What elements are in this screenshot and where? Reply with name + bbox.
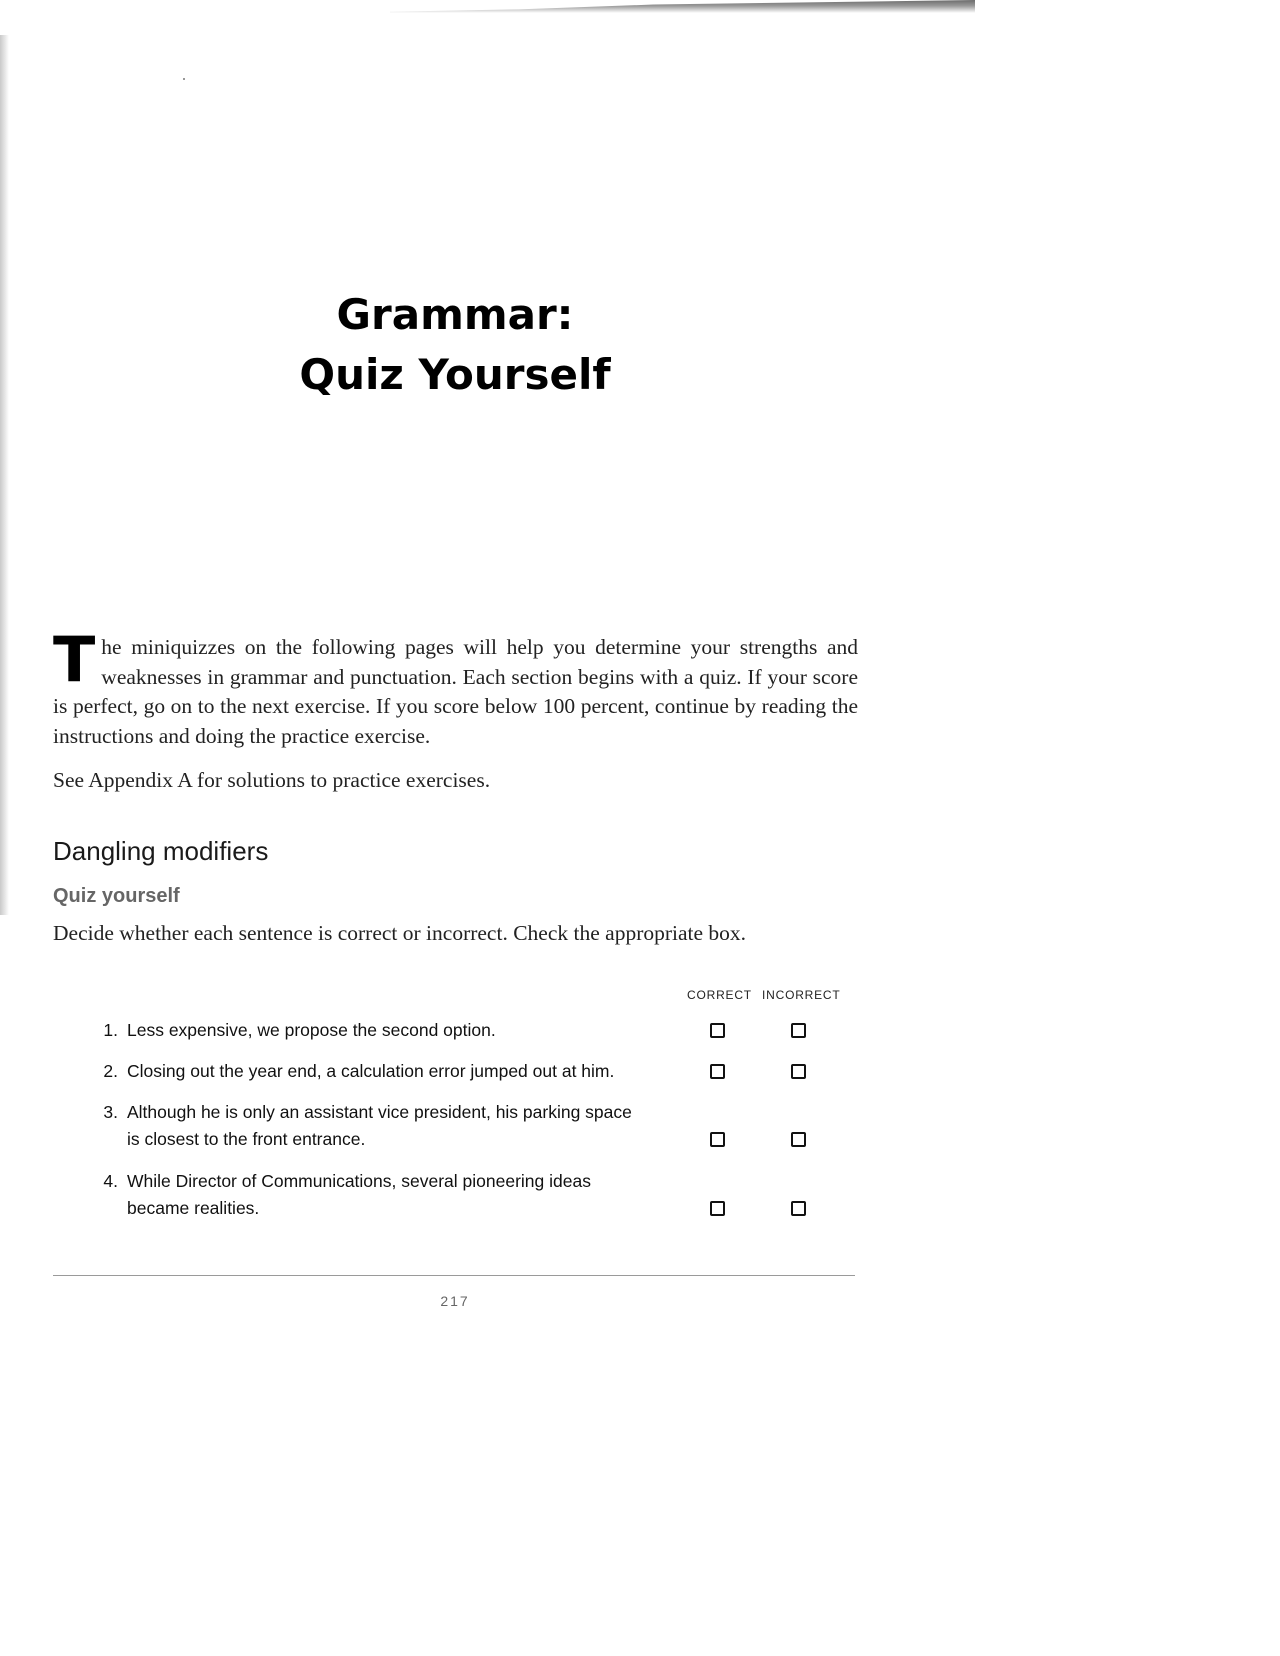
quiz-item-number: 4. — [103, 1171, 118, 1191]
quiz-item-number: 3. — [103, 1102, 118, 1122]
quiz-item-text — [127, 1168, 672, 1222]
incorrect-checkbox[interactable] — [791, 1023, 806, 1038]
correct-checkbox[interactable] — [710, 1064, 725, 1079]
intro-text: he miniquizzes on the following pages will help you determine your strengths and weaknesses in grammar and punctuation. Each section begins with a quiz. If your score is perfect, go on to the next exercise. If you score below 100 percent, continue by reading the instructions and doing the practice exercise. — [53, 635, 858, 748]
quiz-item-text — [127, 1099, 672, 1153]
scan-left-edge-shadow — [0, 35, 9, 915]
section-heading: Dangling modifiers — [53, 836, 269, 866]
quiz-item-line: is closest to the front entrance. — [127, 1129, 366, 1149]
quiz-item-line: Less expensive, we propose the second option. — [127, 1020, 496, 1040]
quiz-instructions: Decide whether each sentence is correct or incorrect. Check the appropriate box. — [53, 921, 747, 945]
scan-speck — [183, 78, 185, 80]
quiz-item-text — [127, 1017, 672, 1044]
correct-checkbox[interactable] — [710, 1023, 725, 1038]
incorrect-checkbox[interactable] — [791, 1064, 806, 1079]
chapter-title-line-2: Quiz Yourself — [299, 350, 611, 399]
chapter-title-line-1: Grammar: — [336, 290, 574, 339]
quiz-item-line: became realities. — [127, 1198, 260, 1218]
quiz-item-line: Closing out the year end, a calculation error jumped out at him. — [127, 1061, 615, 1081]
scan-top-edge-shadow — [390, 0, 975, 13]
column-header-incorrect: INCORRECT — [762, 988, 841, 1002]
quiz-item-number: 1. — [103, 1020, 118, 1040]
quiz-item-number: 2. — [103, 1061, 118, 1081]
chapter-title — [0, 285, 910, 405]
subsection-heading: Quiz yourself — [53, 885, 180, 907]
appendix-note: See Appendix A for solutions to practice exercises. — [53, 768, 491, 792]
page-number: 217 — [440, 1293, 470, 1309]
incorrect-checkbox[interactable] — [791, 1201, 806, 1216]
quiz-item-text — [127, 1058, 672, 1085]
correct-checkbox[interactable] — [710, 1201, 725, 1216]
footer-divider — [53, 1275, 855, 1276]
column-header-correct: CORRECT — [687, 988, 752, 1002]
quiz-item-line: While Director of Communications, several pioneering ideas — [127, 1171, 591, 1191]
correct-checkbox[interactable] — [710, 1132, 725, 1147]
intro-dropcap: T — [53, 623, 96, 696]
incorrect-checkbox[interactable] — [791, 1132, 806, 1147]
intro-paragraph — [53, 623, 858, 751]
quiz-item-line: Although he is only an assistant vice president, his parking space — [127, 1102, 632, 1122]
